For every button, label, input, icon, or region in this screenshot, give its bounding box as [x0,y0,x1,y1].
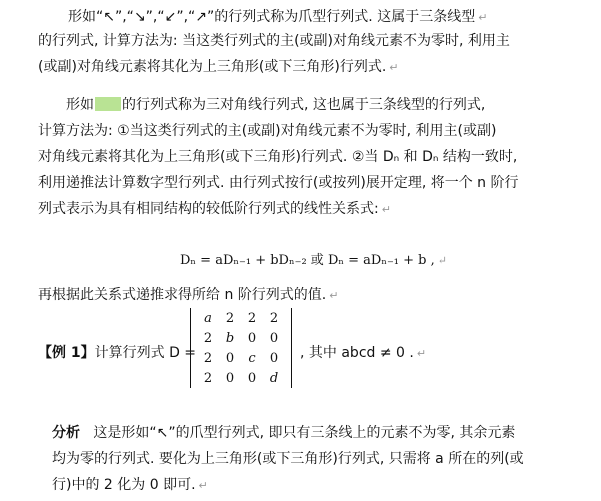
matrix-cell: b [225,330,235,346]
matrix-row [197,328,285,348]
matrix-cell: d [269,370,279,386]
matrix-cell: 2 [203,370,213,386]
para3: 再根据此关系式递推求得所给 n 阶行列式的值. ↵ [38,287,339,303]
analysis-line3: 行)中的 2 化为 0 即可. ↵ [52,477,208,493]
analysis-line2: 均为零的行列式. 要化为上三角形(或下三角形)行列式, 只需将 a 所在的列(或 [52,451,524,467]
para2-line4: 利用递推法计算数字型行列式. 由行列式按行(或按列)展开定理, 将一个 n 阶行 [38,175,519,191]
matrix-row [197,308,285,328]
analysis-label: 分析 [52,425,80,441]
para2-line1: 形如 的行列式称为三对角线行列式, 这也属于三条线型的行列式, [66,97,486,113]
para2-line2: 计算方法为: ①当这类行列式的主(或副)对角线元素不为零时, 利用主(或副) [38,123,497,139]
matrix-cell: 0 [225,370,235,386]
recurrence-formula: Dₙ = aDₙ₋₁ + bDₙ₋₂ 或 Dₙ = aDₙ₋₁ + b , ↵ [180,253,447,268]
determinant-matrix [190,308,292,388]
matrix-cell: 2 [203,330,213,346]
matrix-cell: a [204,310,212,326]
matrix-cell: 2 [225,310,235,326]
matrix-row [197,368,285,388]
matrix-cell: 2 [203,350,213,366]
tridiagonal-highlight-icon [95,97,121,111]
matrix-cell: 2 [247,310,257,326]
matrix-cell: 0 [269,330,279,346]
matrix-cell: c [248,350,256,366]
analysis-line1: 分析 这是形如“↖”的爪型行列式, 即只有三条线上的元素不为零, 其余元素 [52,425,516,441]
para1-line3: (或副)对角线元素将其化为上三角形(或下三角形)行列式. ↵ [38,59,399,75]
matrix-cell: 0 [247,330,257,346]
matrix-cell: 0 [225,350,235,366]
example-label: 【例 1】 [38,345,95,361]
matrix-row [197,348,285,368]
para1-line1: 形如“↖”,“↘”,“↙”,“↗”的行列式称为爪型行列式. 这属于三条线型 ↵ [68,9,488,25]
example-text: 计算行列式 D = [94,345,197,361]
para2-line3: 对角线元素将其化为上三角形(或下三角形)行列式. ②当 Dₙ 和 Dₙ 结构一致时, [38,149,518,165]
matrix-cell: 0 [247,370,257,386]
matrix-cell: 0 [269,350,279,366]
para2-line5: 列式表示为具有相同结构的较低阶行列式的线性关系式: ↵ [38,201,391,217]
example-condition: , 其中 abcd ≠ 0 . ↵ [300,345,427,361]
matrix-cell: 2 [269,310,279,326]
para1-line2: 的行列式, 计算方法为: 当这类行列式的主(或副)对角线元素不为零时, 利用主 [38,33,510,49]
